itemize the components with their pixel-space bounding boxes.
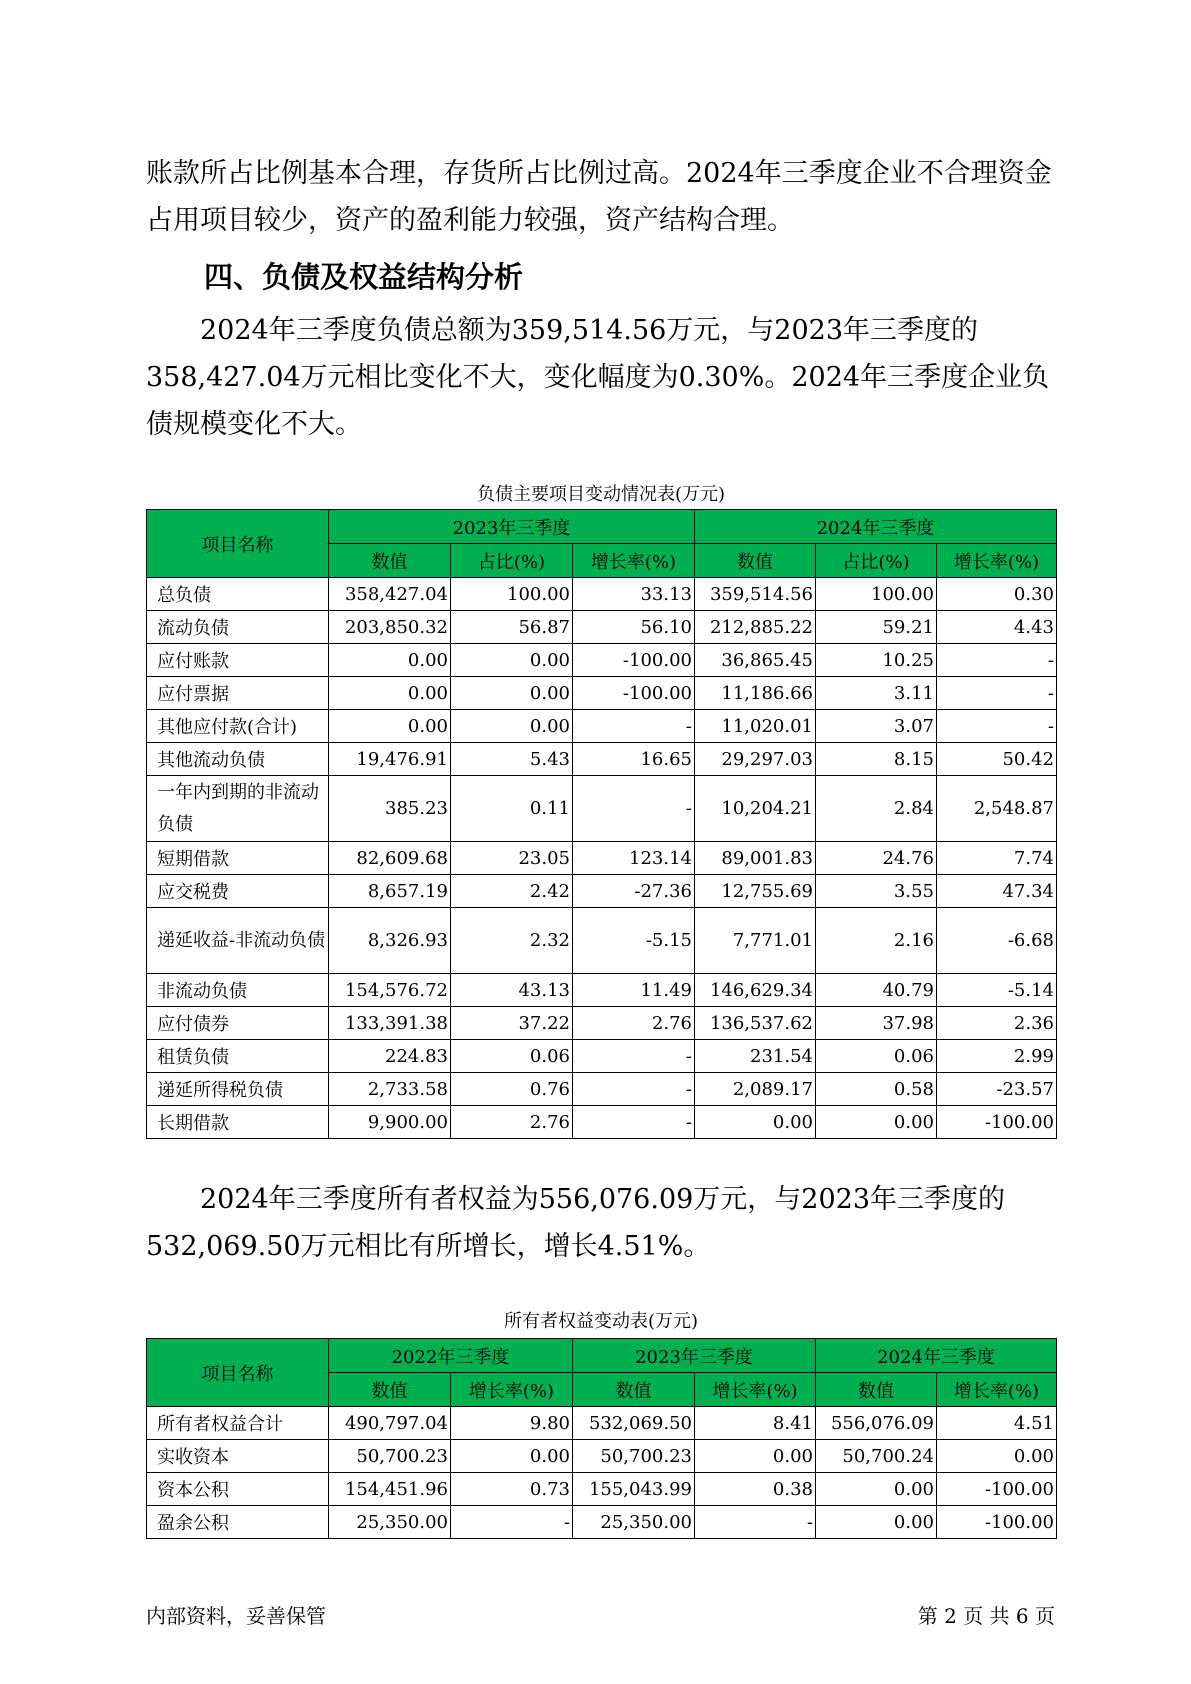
table-cell: - xyxy=(937,644,1057,677)
table-cell: -27.36 xyxy=(573,875,695,908)
table-row xyxy=(147,710,1057,743)
table-cell: -6.68 xyxy=(937,908,1057,974)
table-cell: 43.13 xyxy=(451,974,573,1007)
header-year-2024: 2024年三季度 xyxy=(695,510,1057,544)
table-cell: 0.00 xyxy=(816,1106,937,1139)
row-item-name: 流动负债 xyxy=(147,611,329,644)
table-row xyxy=(147,611,1057,644)
table-row xyxy=(147,677,1057,710)
footer-page-number: 第 2 页 共 6 页 xyxy=(917,1604,1055,1628)
header-value: 数值 xyxy=(816,1373,937,1407)
table-cell: 0.00 xyxy=(451,677,573,710)
header-year-2024: 2024年三季度 xyxy=(816,1339,1057,1373)
table-cell: 0.30 xyxy=(937,578,1057,611)
table-cell: 0.06 xyxy=(451,1040,573,1073)
table-cell: 25,350.00 xyxy=(329,1506,451,1539)
table-cell: -100.00 xyxy=(573,677,695,710)
header-value: 数值 xyxy=(329,544,451,578)
table-cell: 133,391.38 xyxy=(329,1007,451,1040)
table-cell: 0.06 xyxy=(816,1040,937,1073)
table-row xyxy=(147,908,1057,974)
table-row xyxy=(147,743,1057,776)
table-cell: 0.11 xyxy=(451,776,573,842)
header-value: 数值 xyxy=(695,544,816,578)
header-growth: 增长率(%) xyxy=(937,1373,1057,1407)
table-cell: 16.65 xyxy=(573,743,695,776)
table-cell: - xyxy=(573,1073,695,1106)
table-cell: 10.25 xyxy=(816,644,937,677)
header-value: 数值 xyxy=(329,1373,451,1407)
table-row xyxy=(147,1407,1057,1440)
table-cell: 3.07 xyxy=(816,710,937,743)
header-growth: 增长率(%) xyxy=(937,544,1057,578)
table-row xyxy=(147,644,1057,677)
equity-paragraph: 2024年三季度所有者权益为556,076.09万元，与2023年三季度的532,069.50万元相比有所增长，增长4.51%。 xyxy=(146,1184,1006,1262)
table-cell: 212,885.22 xyxy=(695,611,816,644)
header-growth: 增长率(%) xyxy=(695,1373,816,1407)
table-cell: 2.99 xyxy=(937,1040,1057,1073)
intro-paragraph: 账款所占比例基本合理，存货所占比例过高。2024年三季度企业不合理资金占用项目较少，资产的盈利能力较强，资产结构合理。 xyxy=(146,158,1052,236)
table-cell: 11,020.01 xyxy=(695,710,816,743)
table-cell: 8,657.19 xyxy=(329,875,451,908)
row-item-name: 盈余公积 xyxy=(147,1506,329,1539)
table-row xyxy=(147,776,1057,842)
table-cell: - xyxy=(937,710,1057,743)
table-cell: 490,797.04 xyxy=(329,1407,451,1440)
table-cell: 56.87 xyxy=(451,611,573,644)
table-cell: 56.10 xyxy=(573,611,695,644)
table-cell: -23.57 xyxy=(937,1073,1057,1106)
header-value: 数值 xyxy=(573,1373,695,1407)
table-cell: 0.00 xyxy=(329,710,451,743)
table-cell: 50,700.24 xyxy=(816,1440,937,1473)
table-cell: 5.43 xyxy=(451,743,573,776)
table-cell: 224.83 xyxy=(329,1040,451,1073)
liability-paragraph: 2024年三季度负债总额为359,514.56万元，与2023年三季度的358,427.04万元相比变化不大，变化幅度为0.30%。2024年三季度企业负债规模变化不大。 xyxy=(146,315,1050,440)
table-row xyxy=(147,1040,1057,1073)
table-cell: 100.00 xyxy=(816,578,937,611)
table-cell: 0.00 xyxy=(329,644,451,677)
table-cell: 532,069.50 xyxy=(573,1407,695,1440)
table-cell: 8.41 xyxy=(695,1407,816,1440)
row-item-name: 应付票据 xyxy=(147,677,329,710)
table-cell: 154,576.72 xyxy=(329,974,451,1007)
table-cell: 37.22 xyxy=(451,1007,573,1040)
row-item-name: 应交税费 xyxy=(147,875,329,908)
table-cell: 385.23 xyxy=(329,776,451,842)
footer-confidential-note: 内部资料，妥善保管 xyxy=(146,1604,326,1628)
row-item-name: 资本公积 xyxy=(147,1473,329,1506)
table-cell: 0.00 xyxy=(816,1506,937,1539)
table-row xyxy=(147,1007,1057,1040)
table-cell: 37.98 xyxy=(816,1007,937,1040)
table-cell: 0.00 xyxy=(695,1106,816,1139)
row-item-name: 一年内到期的非流动负债 xyxy=(147,776,329,842)
equity-table-caption: 所有者权益变动表(万元) xyxy=(503,1311,699,1332)
table-cell: -100.00 xyxy=(937,1106,1057,1139)
table-cell: 0.00 xyxy=(816,1473,937,1506)
row-item-name: 递延收益-非流动负债 xyxy=(147,908,329,974)
table-cell: 358,427.04 xyxy=(329,578,451,611)
header-item-name: 项目名称 xyxy=(147,1339,329,1407)
table-cell: 2.42 xyxy=(451,875,573,908)
table-cell: 136,537.62 xyxy=(695,1007,816,1040)
table-cell: 2,089.17 xyxy=(695,1073,816,1106)
table-cell: 0.00 xyxy=(937,1440,1057,1473)
table-cell: 50.42 xyxy=(937,743,1057,776)
table-cell: 0.00 xyxy=(451,644,573,677)
table-cell: 8,326.93 xyxy=(329,908,451,974)
table-cell: 8.15 xyxy=(816,743,937,776)
table-cell: 3.11 xyxy=(816,677,937,710)
table-cell: 50,700.23 xyxy=(329,1440,451,1473)
table-row xyxy=(147,1506,1057,1539)
table-cell: 23.05 xyxy=(451,842,573,875)
table-cell: 155,043.99 xyxy=(573,1473,695,1506)
row-item-name: 其他流动负债 xyxy=(147,743,329,776)
header-year-2023: 2023年三季度 xyxy=(329,510,695,544)
table-cell: 12,755.69 xyxy=(695,875,816,908)
header-share: 占比(%) xyxy=(451,544,573,578)
table-cell: 11,186.66 xyxy=(695,677,816,710)
table-cell: - xyxy=(573,710,695,743)
table-cell: 3.55 xyxy=(816,875,937,908)
row-item-name: 应付账款 xyxy=(147,644,329,677)
table-cell: 4.43 xyxy=(937,611,1057,644)
equity-table xyxy=(146,1338,1057,1539)
row-item-name: 实收资本 xyxy=(147,1440,329,1473)
table-cell: -5.15 xyxy=(573,908,695,974)
row-item-name: 非流动负债 xyxy=(147,974,329,1007)
table-cell: 33.13 xyxy=(573,578,695,611)
table-cell: 50,700.23 xyxy=(573,1440,695,1473)
table-cell: - xyxy=(451,1506,573,1539)
liability-table xyxy=(146,509,1057,1139)
table-cell: -100.00 xyxy=(937,1473,1057,1506)
table-cell: - xyxy=(573,1106,695,1139)
header-year-2023: 2023年三季度 xyxy=(573,1339,816,1373)
row-item-name: 其他应付款(合计) xyxy=(147,710,329,743)
table-cell: 100.00 xyxy=(451,578,573,611)
table-row xyxy=(147,1473,1057,1506)
table-cell: 7.74 xyxy=(937,842,1057,875)
row-item-name: 短期借款 xyxy=(147,842,329,875)
table-cell: 0.76 xyxy=(451,1073,573,1106)
table-cell: 2,733.58 xyxy=(329,1073,451,1106)
table-cell: - xyxy=(937,677,1057,710)
table-cell: 146,629.34 xyxy=(695,974,816,1007)
table-cell: 154,451.96 xyxy=(329,1473,451,1506)
table-row xyxy=(147,1106,1057,1139)
table-cell: 0.38 xyxy=(695,1473,816,1506)
table-cell: 2.36 xyxy=(937,1007,1057,1040)
liability-table-caption: 负债主要项目变动情况表(万元) xyxy=(476,484,726,505)
table-cell: - xyxy=(573,1040,695,1073)
table-cell: 11.49 xyxy=(573,974,695,1007)
table-cell: 47.34 xyxy=(937,875,1057,908)
table-cell: 0.00 xyxy=(329,677,451,710)
header-growth: 增长率(%) xyxy=(451,1373,573,1407)
table-cell: 89,001.83 xyxy=(695,842,816,875)
row-item-name: 递延所得税负债 xyxy=(147,1073,329,1106)
row-item-name: 应付债券 xyxy=(147,1007,329,1040)
table-cell: 9.80 xyxy=(451,1407,573,1440)
table-cell: - xyxy=(695,1506,816,1539)
table-cell: 0.58 xyxy=(816,1073,937,1106)
section-heading: 四、负债及权益结构分析 xyxy=(204,260,524,294)
table-cell: 59.21 xyxy=(816,611,937,644)
table-cell: 25,350.00 xyxy=(573,1506,695,1539)
table-cell: - xyxy=(573,776,695,842)
table-cell: -5.14 xyxy=(937,974,1057,1007)
header-growth: 增长率(%) xyxy=(573,544,695,578)
table-row xyxy=(147,578,1057,611)
table-row xyxy=(147,1440,1057,1473)
header-item-name: 项目名称 xyxy=(147,510,329,578)
table-cell: 29,297.03 xyxy=(695,743,816,776)
table-cell: 0.00 xyxy=(695,1440,816,1473)
table-cell: 0.00 xyxy=(451,710,573,743)
row-item-name: 租赁负债 xyxy=(147,1040,329,1073)
table-cell: 10,204.21 xyxy=(695,776,816,842)
table-cell: 2.84 xyxy=(816,776,937,842)
table-row xyxy=(147,974,1057,1007)
table-cell: 359,514.56 xyxy=(695,578,816,611)
table-cell: 2.32 xyxy=(451,908,573,974)
table-cell: 556,076.09 xyxy=(816,1407,937,1440)
table-cell: -100.00 xyxy=(573,644,695,677)
table-cell: 2,548.87 xyxy=(937,776,1057,842)
table-cell: 0.00 xyxy=(451,1440,573,1473)
table-cell: 0.73 xyxy=(451,1473,573,1506)
header-year-2022: 2022年三季度 xyxy=(329,1339,573,1373)
table-row xyxy=(147,875,1057,908)
table-cell: 123.14 xyxy=(573,842,695,875)
table-cell: 7,771.01 xyxy=(695,908,816,974)
table-cell: 2.76 xyxy=(451,1106,573,1139)
row-item-name: 长期借款 xyxy=(147,1106,329,1139)
table-cell: 203,850.32 xyxy=(329,611,451,644)
table-cell: 4.51 xyxy=(937,1407,1057,1440)
table-cell: 36,865.45 xyxy=(695,644,816,677)
table-cell: 19,476.91 xyxy=(329,743,451,776)
table-cell: 40.79 xyxy=(816,974,937,1007)
row-item-name: 所有者权益合计 xyxy=(147,1407,329,1440)
table-row xyxy=(147,1073,1057,1106)
header-share: 占比(%) xyxy=(816,544,937,578)
table-cell: -100.00 xyxy=(937,1506,1057,1539)
table-cell: 82,609.68 xyxy=(329,842,451,875)
table-cell: 9,900.00 xyxy=(329,1106,451,1139)
table-cell: 2.16 xyxy=(816,908,937,974)
row-item-name: 总负债 xyxy=(147,578,329,611)
table-cell: 231.54 xyxy=(695,1040,816,1073)
table-row xyxy=(147,842,1057,875)
table-cell: 2.76 xyxy=(573,1007,695,1040)
table-cell: 24.76 xyxy=(816,842,937,875)
